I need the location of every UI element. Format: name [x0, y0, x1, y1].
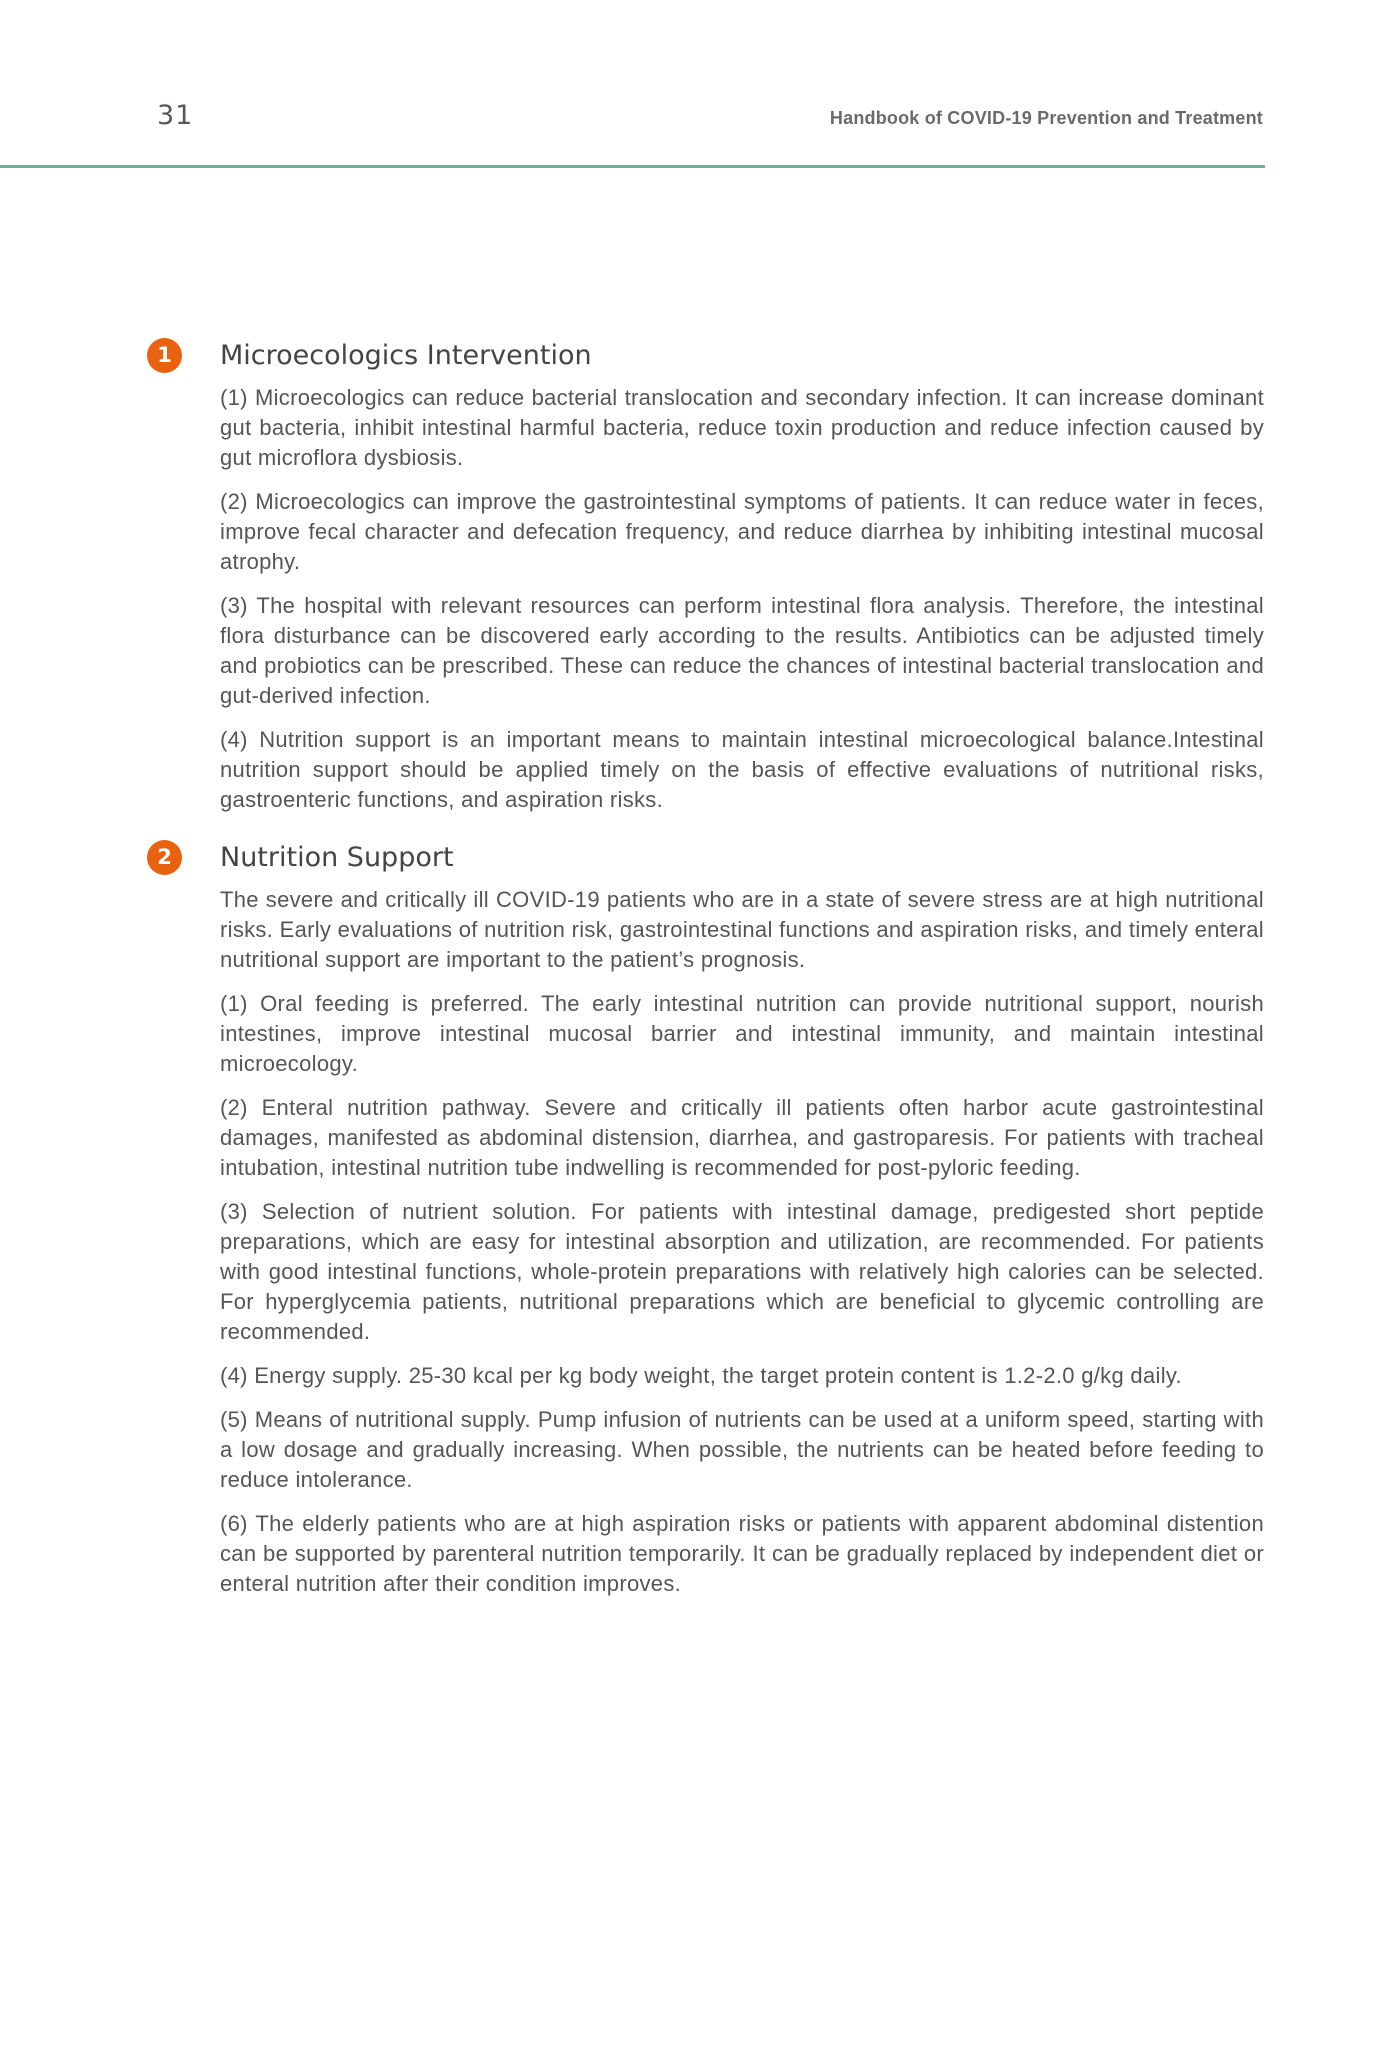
- page-number: 31: [157, 100, 194, 131]
- section-microecologics-intervention: [147, 335, 1264, 815]
- paragraph: (2) Enteral nutrition pathway. Severe and critically ill patients often harbor acute gastrointestinal damages, manifested as abdominal distension, diarrhea, and gastroparesis. For patients with tracheal intubation, intestinal nutrition tube indwelling is recommended for post-pyloric feeding.: [220, 1095, 1264, 1180]
- header-rule: [0, 165, 1265, 168]
- paragraph: (6) The elderly patients who are at high aspiration risks or patients with apparent abdominal distention can be supported by parenteral nutrition temporarily. It can be gradually replaced by independent diet or enteral nutrition after their condition improves.: [220, 1511, 1264, 1596]
- paragraph: (1) Microecologics can reduce bacterial translocation and secondary infection. It can increase dominant gut bacteria, inhibit intestinal harmful bacteria, reduce toxin production and reduce infection caused by gut microflora dysbiosis.: [220, 385, 1264, 470]
- paragraph: The severe and critically ill COVID-19 patients who are in a state of severe stress are at high nutritional risks. Early evaluations of nutrition risk, gastrointestinal functions and aspiration risks, and timely enteral nutritional support are important to the patient’s prognosis.: [220, 887, 1264, 972]
- section-number-badge: 2: [147, 840, 182, 875]
- section-heading: [147, 335, 1264, 375]
- section-title: Nutrition Support: [220, 841, 454, 873]
- section-title: Microecologics Intervention: [220, 339, 592, 371]
- paragraph: (3) Selection of nutrient solution. For patients with intestinal damage, predigested short peptide preparations, which are easy for intestinal absorption and utilization, are recommended. For patients with good intestinal functions, whole-protein preparations with relatively high calories can be selected. For hyperglycemia patients, nutritional preparations which are beneficial to glycemic controlling are recommended.: [220, 1199, 1264, 1344]
- section-nutrition-support: [147, 837, 1264, 1599]
- paragraph: (4) Nutrition support is an important means to maintain intestinal microecological balance.Intestinal nutrition support should be applied timely on the basis of effective evaluations of nutritional risks, gastroenteric functions, and aspiration risks.: [220, 727, 1264, 812]
- paragraph: (1) Oral feeding is preferred. The early intestinal nutrition can provide nutritional support, nourish intestines, improve intestinal mucosal barrier and intestinal immunity, and maintain intestinal microecology.: [220, 991, 1264, 1076]
- page-content: [147, 335, 1264, 1621]
- paragraph: (4) Energy supply. 25-30 kcal per kg body weight, the target protein content is 1.2-2.0 g/kg daily.: [220, 1363, 1182, 1388]
- paragraph: (3) The hospital with relevant resources can perform intestinal flora analysis. Therefore, the intestinal flora disturbance can be discovered early according to the results. Antibiotics can be adjusted timely and probiotics can be prescribed. These can reduce the chances of intestinal bacterial translocation and gut-derived infection.: [220, 593, 1264, 708]
- section-number-badge: 1: [147, 338, 182, 373]
- running-title: Handbook of COVID-19 Prevention and Treatment: [829, 108, 1263, 128]
- section-heading: [147, 837, 1264, 877]
- section-body: [220, 383, 1264, 815]
- section-body: [220, 885, 1264, 1599]
- paragraph: (2) Microecologics can improve the gastrointestinal symptoms of patients. It can reduce water in feces, improve fecal character and defecation frequency, and reduce diarrhea by inhibiting intestinal mucosal atrophy.: [220, 489, 1264, 574]
- paragraph: (5) Means of nutritional supply. Pump infusion of nutrients can be used at a uniform speed, starting with a low dosage and gradually increasing. When possible, the nutrients can be heated before feeding to reduce intolerance.: [220, 1407, 1264, 1492]
